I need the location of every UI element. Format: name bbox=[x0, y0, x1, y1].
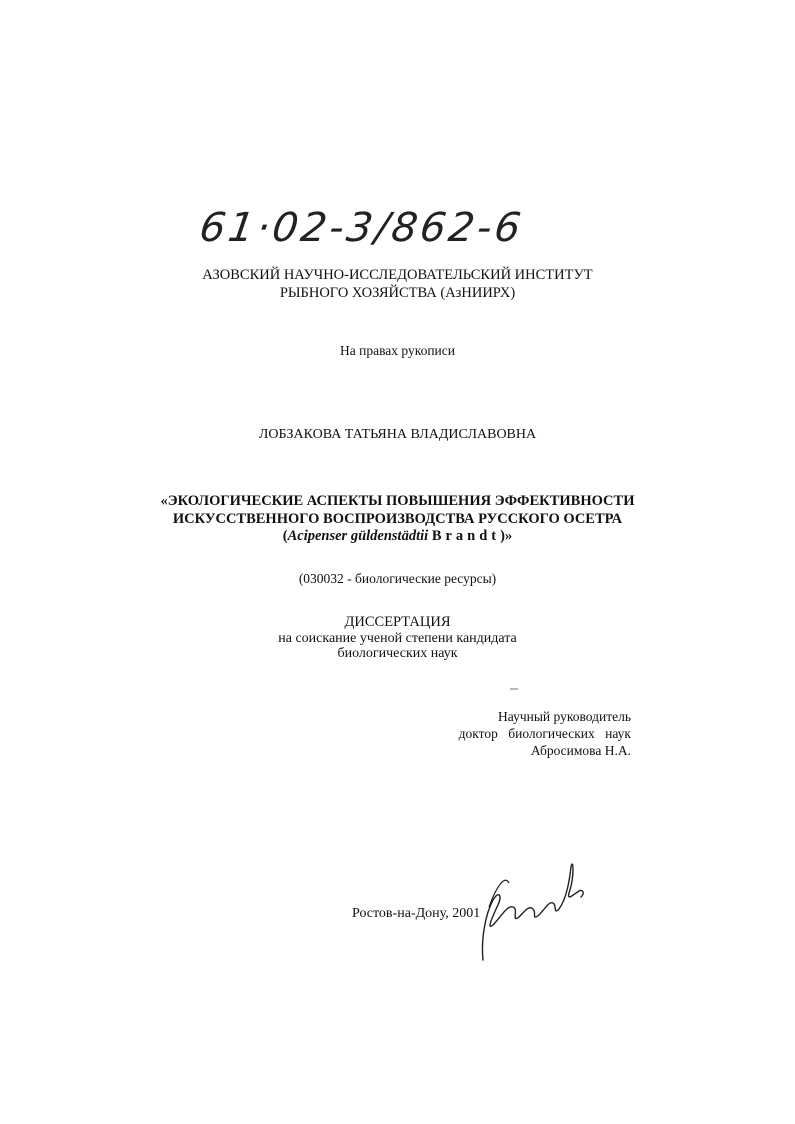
institute-name bbox=[0, 266, 795, 302]
adviser-name: Абросимова Н.А. bbox=[530, 743, 631, 758]
handwritten-signature bbox=[463, 845, 593, 965]
specialty-code: (030032 - биологические ресурсы) bbox=[298, 571, 497, 586]
dissertation-line-3: биологических наук bbox=[337, 646, 458, 661]
institute-line-2: РЫБНОГО ХОЗЯЙСТВА (АзНИИРХ) bbox=[279, 285, 516, 301]
dissertation-line-2: на соискание ученой степени кандидата bbox=[278, 630, 517, 646]
author-name: ЛОБЗАКОВА ТАТЬЯНА ВЛАДИСЛАВОВНА bbox=[258, 427, 537, 442]
handwritten-catalog-number bbox=[196, 205, 527, 265]
species-author: Brandt bbox=[431, 528, 501, 544]
title-open-paren: ( bbox=[282, 528, 288, 544]
scan-mark bbox=[510, 688, 518, 690]
title-line-3 bbox=[0, 528, 795, 546]
dissertation-type bbox=[0, 615, 795, 662]
title-close: )» bbox=[500, 528, 513, 544]
title-line-2: ИСКУССТВЕННОГО ВОСПРОИЗВОДСТВА РУССКОГО ОСЕТРА bbox=[172, 510, 623, 527]
institute-line-1: АЗОВСКИЙ НАУЧНО-ИССЛЕДОВАТЕЛЬСКИЙ ИНСТИТУТ bbox=[202, 267, 593, 283]
scientific-adviser bbox=[420, 708, 631, 759]
dissertation-title bbox=[0, 493, 795, 546]
title-line-1: «ЭКОЛОГИЧЕСКИЕ АСПЕКТЫ ПОВЫШЕНИЯ ЭФФЕКТИВНОСТИ bbox=[160, 493, 635, 509]
handwritten-number-text: 61·02-3/862-6 bbox=[196, 205, 527, 251]
species-latin-name: Acipenser güldenstädtii bbox=[287, 528, 429, 544]
place-and-year: Ростов-на-Дону, 2001 bbox=[352, 906, 481, 921]
manuscript-rights: На правах рукописи bbox=[339, 343, 455, 358]
adviser-role: Научный руководитель bbox=[498, 709, 631, 724]
dissertation-heading: ДИССЕРТАЦИЯ bbox=[344, 614, 451, 630]
adviser-degree: доктор биологических наук bbox=[458, 726, 631, 741]
